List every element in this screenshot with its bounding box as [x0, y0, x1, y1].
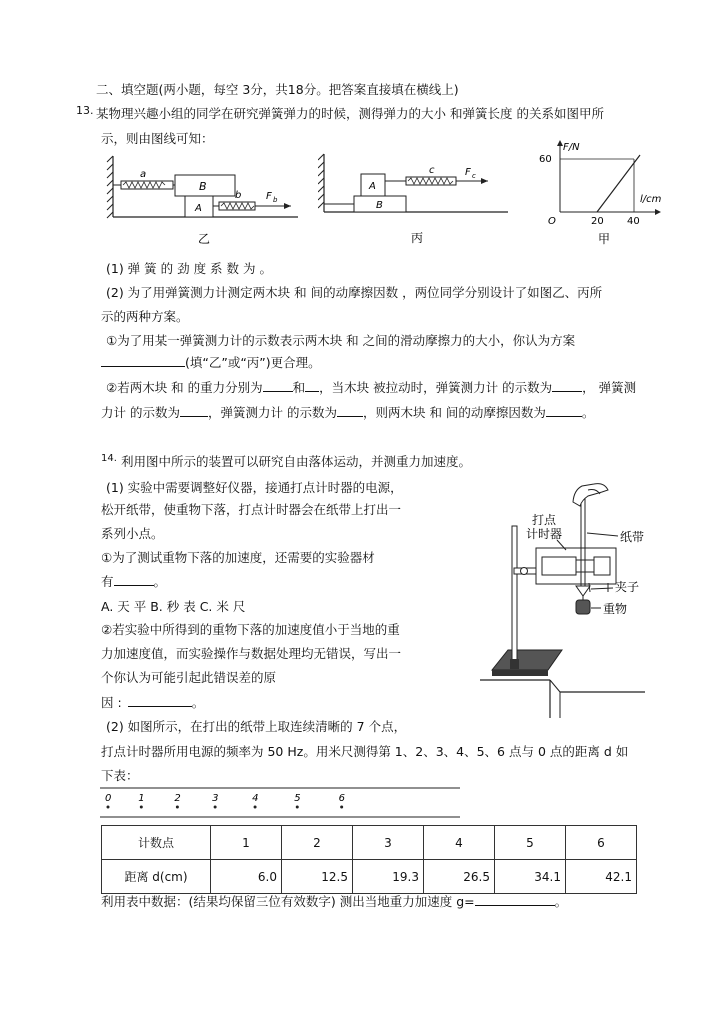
q13-stem-line1: 某物理兴趣小组的同学在研究弹簧弹力的时候，测得弹力的大小 和弹簧长度 的关系如图甲所 [96, 106, 604, 121]
tape-dot [296, 806, 299, 809]
figure-jia-graph [530, 136, 680, 248]
label-a: a [140, 169, 147, 180]
answer-blank-equipment[interactable] [114, 573, 154, 586]
figure-bing-label: 丙 [411, 231, 424, 245]
answer-blank-reason[interactable] [128, 694, 192, 707]
q14-part2-line1: ①为了测试重物下落的加速度，还需要的实验器材 [101, 550, 375, 565]
q13-part3-line2: (填“乙”或“丙”)更合理。 [101, 353, 321, 371]
tape-mark-label: 4 [252, 793, 259, 804]
table-cell: 26.5 [424, 860, 495, 894]
tape-dot [214, 806, 217, 809]
svg-text:60: 60 [539, 154, 552, 165]
q14-part3-line4: 因 : 。 [101, 695, 205, 710]
svg-text:c: c [429, 165, 435, 176]
answer-blank-reading3[interactable] [337, 404, 363, 417]
table-cell: 34.1 [495, 860, 566, 894]
answer-blank-scheme[interactable] [101, 354, 185, 367]
tape-mark-label: 0 [105, 793, 112, 804]
table-cell: 19.3 [353, 860, 424, 894]
q13-stem-line2: 示，则由图线可知： [101, 131, 214, 146]
tape-mark-label: 1 [138, 793, 145, 804]
table-cell: 3 [353, 826, 424, 860]
table-cell: 计数点 [102, 826, 211, 860]
weight [576, 600, 590, 614]
answer-blank-ga[interactable] [263, 379, 293, 392]
free-fall-apparatus [470, 478, 660, 718]
answer-blank-reading2[interactable] [180, 404, 208, 417]
q14-part1-line1: (1) 实验中需要调整好仪器，接通打点计时器的电源， [106, 480, 403, 495]
hand [573, 484, 608, 506]
q14-options: A. 天 平 B. 秒 表 C. 米 尺 [101, 599, 246, 614]
q13-number: 13. [76, 104, 94, 117]
q14-final: 利用表中数据：(结果均保留三位有效数字) 测出当地重力加速度 g= 。 [101, 894, 568, 909]
table-cell: 5 [495, 826, 566, 860]
table-cell: 42.1 [566, 860, 637, 894]
table-row [102, 860, 637, 894]
tape-mark-label: 2 [174, 793, 181, 804]
svg-text:20: 20 [591, 216, 604, 227]
svg-text:F/N: F/N [563, 142, 580, 153]
q13-part2-line2: 示的两种方案。 [101, 309, 189, 324]
table-cell: 6.0 [211, 860, 282, 894]
svg-text:c: c [472, 172, 476, 180]
figure-yi-label: 乙 [198, 232, 211, 246]
tape-dot [176, 806, 179, 809]
force-length-line [597, 155, 640, 212]
q13-part3-line1: ①为了用某一弹簧测力计的示数表示两木块 和 之间的滑动摩擦力的大小，你认为方案 [106, 333, 576, 348]
figure-yi [103, 150, 303, 250]
tape-dot [340, 806, 343, 809]
tape-dot [107, 806, 110, 809]
section-header: 二、填空题(两小题，每空 3分，共18分。把答案直接填在横线上) [96, 82, 459, 97]
q14-part3-line1: ②若实验中所得到的重物下落的加速度值小于当地的重 [101, 622, 400, 637]
tape-mark-label: 3 [212, 793, 219, 804]
svg-text:纸带: 纸带 [620, 530, 645, 544]
base-plate [492, 650, 562, 670]
q13-part1: (1) 弹 簧 的 劲 度 系 数 为 。 [106, 261, 272, 276]
q14-stem: 利用图中所示的装置可以研究自由落体运动，并测重力加速度。 [121, 454, 472, 469]
q13-part4-line2: 力计 的示数为 ，弹簧测力计 的示数为 ，则两木块 和 间的动摩擦因数为 。 [101, 405, 595, 420]
q14-part3-line2: 力加速度值，而实验操作与数据处理均无错误，写出一 [101, 646, 402, 661]
svg-text:l/cm: l/cm [640, 194, 662, 205]
svg-text:F: F [465, 167, 471, 178]
svg-text:b: b [235, 190, 242, 201]
table-cell: 12.5 [282, 860, 353, 894]
q14-part1-line2: 松开纸带，使重物下落，打点计时器会在纸带上打出一 [101, 502, 402, 517]
distance-table [101, 825, 637, 894]
q14-part4-line1: (2) 如图所示，在打出的纸带上取连续清晰的 7 个点， [106, 719, 407, 734]
table-header-row [102, 826, 637, 860]
q14-part4-line2: 打点计时器所用电源的频率为 50 Hz。用米尺测得第 1、2、3、4、5、6 点与 0 点的距离 d 如 [101, 744, 629, 759]
answer-blank-g[interactable] [475, 893, 555, 906]
paper-tape [100, 784, 465, 820]
q14-part4-line3: 下表： [101, 768, 139, 783]
svg-text:40: 40 [627, 216, 640, 227]
tape-dot [140, 806, 143, 809]
svg-text:b: b [273, 196, 278, 204]
table-cell: 6 [566, 826, 637, 860]
svg-text:B: B [199, 180, 207, 193]
svg-text:B: B [376, 200, 383, 211]
answer-blank-mu[interactable] [546, 404, 582, 417]
tape-mark-label: 5 [294, 793, 301, 804]
svg-text:计时器: 计时器 [526, 527, 563, 541]
table-cell: 距离 d(cm) [102, 860, 211, 894]
q14-number: 14. [101, 453, 117, 464]
table-cell: 4 [424, 826, 495, 860]
q14-part1-line3: 系列小点。 [101, 526, 164, 541]
figure-bing [318, 150, 513, 250]
tape-mark-label: 6 [338, 793, 346, 804]
svg-text:打点: 打点 [532, 513, 557, 527]
svg-text:夹子: 夹子 [615, 580, 640, 594]
svg-text:A: A [369, 181, 376, 192]
answer-blank-reading1[interactable] [552, 379, 582, 392]
q13-part4-line1: ②若两木块 和 的重力分别为 和 ，当木块 被拉动时，弹簧测力计 的示数为 ， 弹簧测 [106, 380, 637, 395]
clip [576, 586, 590, 596]
svg-text:重物: 重物 [603, 602, 628, 616]
answer-blank-gb[interactable] [305, 379, 319, 392]
table-cell: 1 [211, 826, 282, 860]
q14-part3-line3: 个你认为可能引起此错误差的原 [101, 670, 277, 685]
stand-rod [512, 526, 517, 666]
q14-part2-line2: 有 。 [101, 574, 167, 589]
svg-text:O: O [548, 216, 556, 227]
figure-jia-label: 甲 [598, 232, 611, 246]
tape-dot [254, 806, 257, 809]
q13-part2-line1: (2) 为了用弹簧测力计测定两木块 和 间的动摩擦因数 ，两位同学分别设计了如图乙、丙所 [106, 285, 603, 300]
svg-text:F: F [266, 191, 272, 202]
svg-text:A: A [195, 203, 202, 214]
table-cell: 2 [282, 826, 353, 860]
